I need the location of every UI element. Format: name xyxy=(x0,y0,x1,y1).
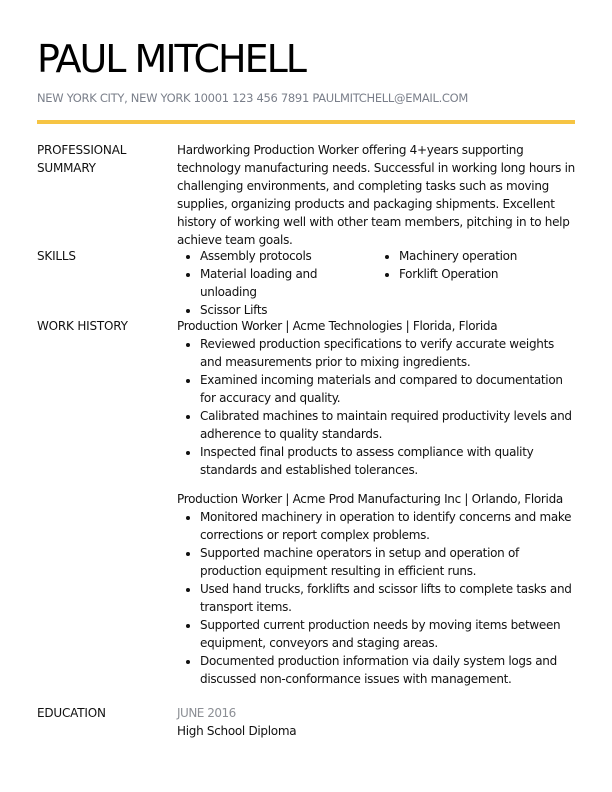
skill-item: • Scissor Lifts xyxy=(200,301,376,319)
skills-list xyxy=(177,247,577,319)
candidate-name: PAUL MITCHELL xyxy=(37,37,305,81)
job-bullets xyxy=(177,335,577,479)
skill-item: • Machinery operation xyxy=(399,247,556,265)
skill-item: • Forklift Operation xyxy=(399,265,556,283)
education-label: EDUCATION xyxy=(37,706,106,720)
job-bullet: • Reviewed production specifications to verify accurate weights and measurements prior to mixing ingredients. xyxy=(200,335,577,371)
job-bullets xyxy=(177,508,577,688)
education-body xyxy=(177,704,577,740)
skills-column-2 xyxy=(376,247,556,319)
job-entry xyxy=(177,490,577,688)
job-bullet: • Examined incoming materials and compared to documentation for accuracy and quality. xyxy=(200,371,577,407)
job-bullet: • Inspected final products to assess compliance with quality standards and established tolerances. xyxy=(200,443,577,479)
job-bullet: • Supported machine operators in setup and operation of production equipment resulting in efficient runs. xyxy=(200,544,577,580)
education-degree: High School Diploma xyxy=(177,724,297,738)
job-entry xyxy=(177,317,577,479)
job-bullet: • Supported current production needs by moving items between equipment, conveyors and staging areas. xyxy=(200,616,577,652)
education-date: JUNE 2016 xyxy=(177,706,236,720)
work-history-body xyxy=(177,317,577,688)
accent-divider xyxy=(37,120,575,124)
contact-info: NEW YORK CITY, NEW YORK 10001 123 456 7891 PAULMITCHELL@EMAIL.COM xyxy=(37,91,469,105)
skill-item: • Material loading and unloading xyxy=(200,265,376,301)
job-bullet: • Used hand trucks, forklifts and scissor lifts to complete tasks and transport items. xyxy=(200,580,577,616)
summary-label: PROFESSIONAL SUMMARY xyxy=(37,143,127,175)
work-history-label: WORK HISTORY xyxy=(37,319,128,333)
skills-column-1 xyxy=(177,247,376,319)
job-title: Production Worker | Acme Technologies | Florida, Florida xyxy=(177,319,498,333)
job-bullet: • Documented production information via daily system logs and discussed non-conformance issues with management. xyxy=(200,652,577,688)
job-bullet: • Monitored machinery in operation to identify concerns and make corrections or report complex problems. xyxy=(200,508,577,544)
skill-item: • Assembly protocols xyxy=(200,247,376,265)
job-bullet: • Calibrated machines to maintain required productivity levels and adherence to quality standards. xyxy=(200,407,577,443)
summary-text: Hardworking Production Worker offering 4+years supporting technology manufacturing needs. Successful in working long hours in challenging environments, and completing tasks such as moving supplies, organizing products and packaging shipments. Excellent history of working well with other team members, pitching in to help achieve team goals. xyxy=(177,143,575,247)
job-title: Production Worker | Acme Prod Manufacturing Inc | Orlando, Florida xyxy=(177,492,563,506)
skills-label: SKILLS xyxy=(37,249,76,263)
